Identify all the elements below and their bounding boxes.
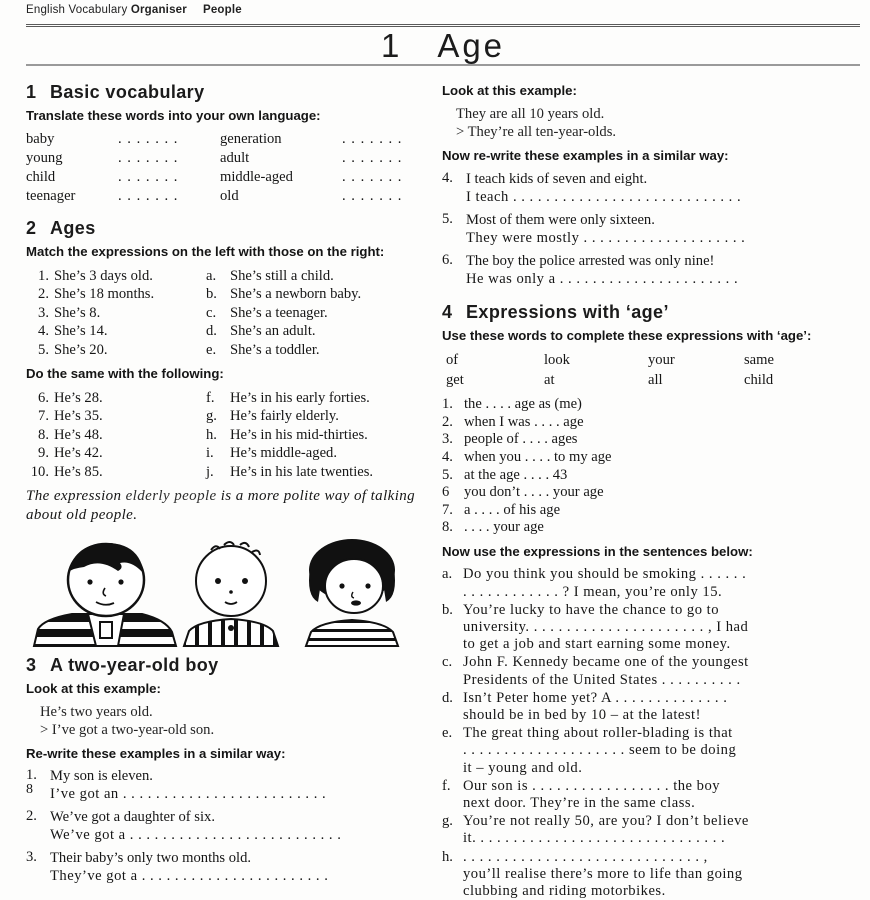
expressions-list [442, 396, 860, 537]
sentence-letter: d. [442, 689, 453, 706]
item-answer: I teach . . . . . . . . . . . . . . . . . . . . . . . . . . . . [466, 188, 742, 205]
match-option: She’s a newborn baby. [230, 286, 362, 303]
page-header [26, 4, 860, 16]
item-number: 5. [442, 466, 453, 483]
match-letter: a. [206, 267, 217, 284]
sentence-line: university. . . . . . . . . . . . . . . . . . . . . . , I had [463, 619, 749, 636]
expression-row [442, 467, 860, 485]
match-expression: He’s 85. [54, 463, 103, 480]
header-section-label: People [202, 4, 242, 16]
vocab-row [26, 168, 432, 187]
expression-text: the . . . . age as (me) [464, 396, 582, 413]
rewrite-items-left [26, 767, 432, 885]
sentence-line: clubbing and riding motorbikes. [463, 883, 666, 900]
match-row [26, 285, 432, 304]
match-expression: She’s 3 days old. [54, 267, 153, 284]
dotted-line: . . . . . . . [118, 188, 179, 205]
match-letter: h. [206, 426, 217, 443]
item-answer: He was only a . . . . . . . . . . . . . . . . . . . . . . [466, 270, 739, 287]
match-expression: She’s 14. [54, 323, 108, 340]
sentence-line: Presidents of the United States . . . . . . . . . . [463, 671, 741, 688]
match-option: He’s in his late twenties. [230, 463, 374, 480]
sentence-item [442, 566, 860, 600]
word-bank-row [442, 350, 860, 370]
word-bank-row [442, 370, 860, 390]
match-number: 2. [38, 286, 49, 303]
item-number: 8. [442, 519, 453, 536]
expression-row [442, 502, 860, 520]
sentence-line: You’re not really 50, are you? I don’t believe [463, 813, 749, 830]
match-number: 5. [38, 341, 49, 358]
book-title: English Vocabulary [26, 4, 131, 16]
sentence-line: . . . . . . . . . . . . ? I mean, you’re only 15. [463, 583, 723, 600]
page-number: 8 [26, 782, 33, 797]
boy-figure [34, 543, 176, 646]
sentence-line: The great thing about roller-blading is that [463, 725, 733, 742]
match-row [26, 322, 432, 341]
match-number: 9. [38, 445, 49, 462]
match-letter: d. [206, 323, 217, 340]
match-list-2 [26, 389, 432, 482]
match-row [26, 426, 432, 445]
bank-word: your [648, 352, 675, 369]
instruction-look: Look at this example: [442, 83, 577, 98]
example-line: > I’ve got a two-year-old son. [40, 722, 215, 739]
item-number: 7. [442, 501, 453, 518]
right-column [442, 82, 860, 900]
vocab-word: young [26, 150, 63, 167]
match-option: He’s fairly elderly. [230, 408, 339, 425]
match-number: 4. [38, 323, 49, 340]
exercise-item [26, 767, 432, 803]
section-heading-expressions-age [442, 302, 860, 323]
expression-text: at the age . . . . 43 [464, 466, 568, 483]
item-number: 6. [442, 251, 453, 268]
vocab-word: middle-aged [220, 169, 293, 186]
sentence-item [442, 602, 860, 654]
expression-text: you don’t . . . . your age [464, 484, 604, 501]
expression-text: when you . . . . to my age [464, 449, 612, 466]
item-prompt: Most of them were only sixteen. [466, 211, 655, 228]
section-number: 3 [26, 654, 37, 675]
match-number: 6. [38, 389, 49, 406]
sentence-line: John F. Kennedy became one of the youngest [463, 654, 749, 671]
book-title-bold: Organiser [130, 4, 187, 16]
expression-row [442, 519, 860, 537]
exercise-item [442, 170, 860, 206]
match-row [26, 389, 432, 408]
sentence-list [442, 566, 860, 900]
sentence-letter: b. [442, 601, 453, 618]
exercise-item [442, 211, 860, 247]
match-option: She’s a teenager. [230, 304, 328, 321]
bank-word: at [544, 372, 555, 389]
sentence-item [442, 725, 860, 777]
girl-figure [306, 539, 398, 646]
item-answer: They’ve got a . . . . . . . . . . . . . . . . . . . . . . . [50, 868, 329, 885]
match-option: She’s a toddler. [230, 341, 320, 358]
match-option: She’s still a child. [230, 267, 334, 284]
sentence-line: . . . . . . . . . . . . . . . . . . . . . . . . . . . . . , [463, 848, 708, 865]
instruction-rewrite: Now re-write these examples in a similar way: [442, 148, 729, 164]
example-line: > They’re all ten-year-olds. [456, 124, 617, 141]
usage-note [26, 487, 432, 525]
instruction-translate: Translate these words into your own language: [26, 108, 321, 123]
match-letter: f. [206, 389, 215, 406]
unit-number: 1 [380, 26, 400, 64]
vocab-word: generation [220, 131, 282, 148]
section-heading-ages [26, 218, 432, 239]
section-number: 4 [442, 301, 453, 322]
exercise-item [26, 808, 432, 844]
dotted-line: . . . . . . . [342, 150, 403, 167]
sentence-line: Our son is . . . . . . . . . . . . . . . . . the boy [463, 777, 721, 794]
instruction-look: Look at this example: [26, 680, 161, 696]
match-row [26, 267, 432, 286]
sentence-item [442, 849, 860, 900]
expression-row [442, 484, 860, 502]
example-line: They are all 10 years old. [456, 106, 605, 123]
section-heading-basic-vocabulary [26, 82, 432, 103]
bank-word: get [446, 372, 464, 389]
vocab-table [26, 130, 432, 206]
match-row [26, 407, 432, 426]
item-prompt: We’ve got a daughter of six. [50, 809, 215, 826]
expression-text: a . . . . of his age [464, 501, 561, 518]
children-illustration [26, 536, 432, 651]
match-expression: He’s 28. [54, 389, 103, 406]
item-number: 2. [26, 808, 37, 825]
expression-row [442, 449, 860, 467]
sentence-letter: c. [442, 654, 453, 671]
sentence-line: next door. They’re in the same class. [463, 795, 696, 812]
section-title: Ages [50, 218, 96, 239]
bank-word: same [744, 352, 774, 369]
note-term: elderly people [125, 488, 217, 505]
match-option: He’s in his mid-thirties. [230, 426, 368, 443]
dotted-line: . . . . . . . [342, 169, 403, 186]
match-number: 1. [38, 267, 49, 284]
expression-row [442, 396, 860, 414]
example-line: He’s two years old. [40, 704, 153, 721]
exercise-item [26, 849, 432, 885]
sentence-item [442, 690, 860, 724]
sentence-letter: e. [442, 725, 453, 742]
item-number: 3. [442, 431, 453, 448]
match-expression: He’s 35. [54, 408, 103, 425]
instruction-use-sentences: Now use the expressions in the sentences below: [442, 544, 753, 560]
match-expression: She’s 20. [54, 341, 108, 358]
dotted-line: . . . . . . . [118, 131, 179, 148]
match-letter: i. [206, 445, 214, 462]
vocab-row [26, 187, 432, 206]
vocab-word: child [26, 169, 56, 186]
match-row [26, 444, 432, 463]
dotted-line: . . . . . . . [118, 169, 179, 186]
match-number: 10. [30, 463, 49, 480]
item-answer: They were mostly . . . . . . . . . . . . . . . . . . . . [466, 229, 746, 246]
sentence-item [442, 778, 860, 812]
section-heading-two-year-old [26, 655, 432, 676]
sentence-letter: g. [442, 813, 453, 830]
sentence-line: you’ll realise there’s more to life than going [463, 865, 743, 882]
bank-word: all [648, 372, 663, 389]
section-number: 1 [26, 82, 37, 102]
match-expression: She’s 18 months. [54, 286, 155, 303]
match-letter: e. [206, 341, 217, 358]
left-column [26, 82, 432, 900]
sentence-item [442, 813, 860, 847]
sentence-line: it – young and old. [463, 759, 583, 776]
sentence-letter: f. [442, 777, 451, 794]
sentence-line: Isn’t Peter home yet? A . . . . . . . . . . . . . . [463, 689, 728, 706]
bank-word: of [446, 352, 459, 369]
word-bank [442, 350, 860, 390]
instruction-use-words: Use these words to complete these expressions with ‘age’: [442, 327, 812, 343]
expression-text: people of . . . . ages [464, 431, 578, 448]
sentence-letter: h. [442, 848, 453, 865]
expression-text: when I was . . . . age [464, 413, 584, 430]
item-prompt: My son is eleven. [50, 768, 153, 785]
match-row [26, 341, 432, 360]
vocab-row [26, 130, 432, 149]
exercise-item [442, 252, 860, 288]
match-number: 7. [38, 408, 49, 425]
item-prompt: Their baby’s only two months old. [50, 850, 252, 867]
item-number: 5. [442, 210, 453, 227]
unit-title: Age [437, 26, 506, 64]
section-title: Expressions with ‘age’ [466, 301, 669, 322]
sentence-line: You’re lucky to have the chance to go to [463, 601, 720, 618]
instruction-rewrite: Re-write these examples in a similar way: [26, 746, 286, 762]
instruction-match: Match the expressions on the left with those on the right: [26, 244, 385, 260]
item-answer: I’ve got an . . . . . . . . . . . . . . . . . . . . . . . . . [50, 786, 327, 803]
match-option: He’s in his early forties. [230, 389, 370, 406]
bank-word: look [544, 352, 570, 369]
item-number: 2. [442, 413, 453, 430]
vocab-word: adult [220, 150, 250, 167]
match-list-1 [26, 267, 432, 360]
item-number: 1. [442, 396, 453, 413]
match-option: She’s an adult. [230, 323, 316, 340]
expression-text: . . . . your age [464, 519, 544, 536]
vocab-word: teenager [26, 188, 76, 205]
match-row [26, 304, 432, 323]
match-row [26, 463, 432, 482]
item-number: 6 [442, 484, 450, 501]
item-number: 1. [26, 767, 37, 784]
unit-banner [26, 24, 860, 66]
vocab-row [26, 149, 432, 168]
sentence-letter: a. [442, 566, 453, 583]
rewrite-items-right [442, 170, 860, 288]
sentence-line: Do you think you should be smoking . . . . . . [463, 566, 747, 583]
sentence-item [442, 654, 860, 688]
match-option: He’s middle-aged. [230, 445, 337, 462]
dotted-line: . . . . . . . [342, 131, 403, 148]
match-expression: He’s 42. [54, 445, 103, 462]
match-number: 3. [38, 304, 49, 321]
match-letter: c. [206, 304, 217, 321]
sentence-line: . . . . . . . . . . . . . . . . . . . . seem to be doing [463, 742, 737, 759]
sentence-line: to get a job and start earning some money. [463, 636, 731, 653]
item-number: 3. [26, 849, 37, 866]
baby-figure [184, 542, 278, 646]
dotted-line: . . . . . . . [342, 188, 403, 205]
match-expression: He’s 48. [54, 426, 103, 443]
note-text: The expression [26, 488, 126, 505]
section-title: A two-year-old boy [50, 654, 219, 675]
sentence-line: should be in bed by 10 – at the latest! [463, 707, 701, 724]
match-letter: b. [206, 286, 217, 303]
section-number: 2 [26, 218, 37, 239]
dotted-line: . . . . . . . [118, 150, 179, 167]
expression-row [442, 431, 860, 449]
match-letter: j. [206, 463, 214, 480]
sentence-line: it. . . . . . . . . . . . . . . . . . . . . . . . . . . . . . . [463, 830, 726, 847]
section-title: Basic vocabulary [50, 82, 205, 102]
item-prompt: The boy the police arrested was only nine! [466, 252, 715, 269]
vocab-word: old [220, 188, 239, 205]
bank-word: child [744, 372, 774, 389]
match-letter: g. [206, 408, 217, 425]
instruction-do-same: Do the same with the following: [26, 366, 224, 382]
item-answer: We’ve got a . . . . . . . . . . . . . . . . . . . . . . . . . . [50, 827, 342, 844]
item-number: 4. [442, 449, 453, 466]
vocab-word: baby [26, 131, 55, 148]
match-expression: She’s 8. [54, 304, 101, 321]
match-number: 8. [38, 426, 49, 443]
note-text: is a more polite way of talking about old people. [26, 488, 416, 524]
item-prompt: I teach kids of seven and eight. [466, 170, 648, 187]
item-number: 4. [442, 169, 453, 186]
expression-row [442, 414, 860, 432]
